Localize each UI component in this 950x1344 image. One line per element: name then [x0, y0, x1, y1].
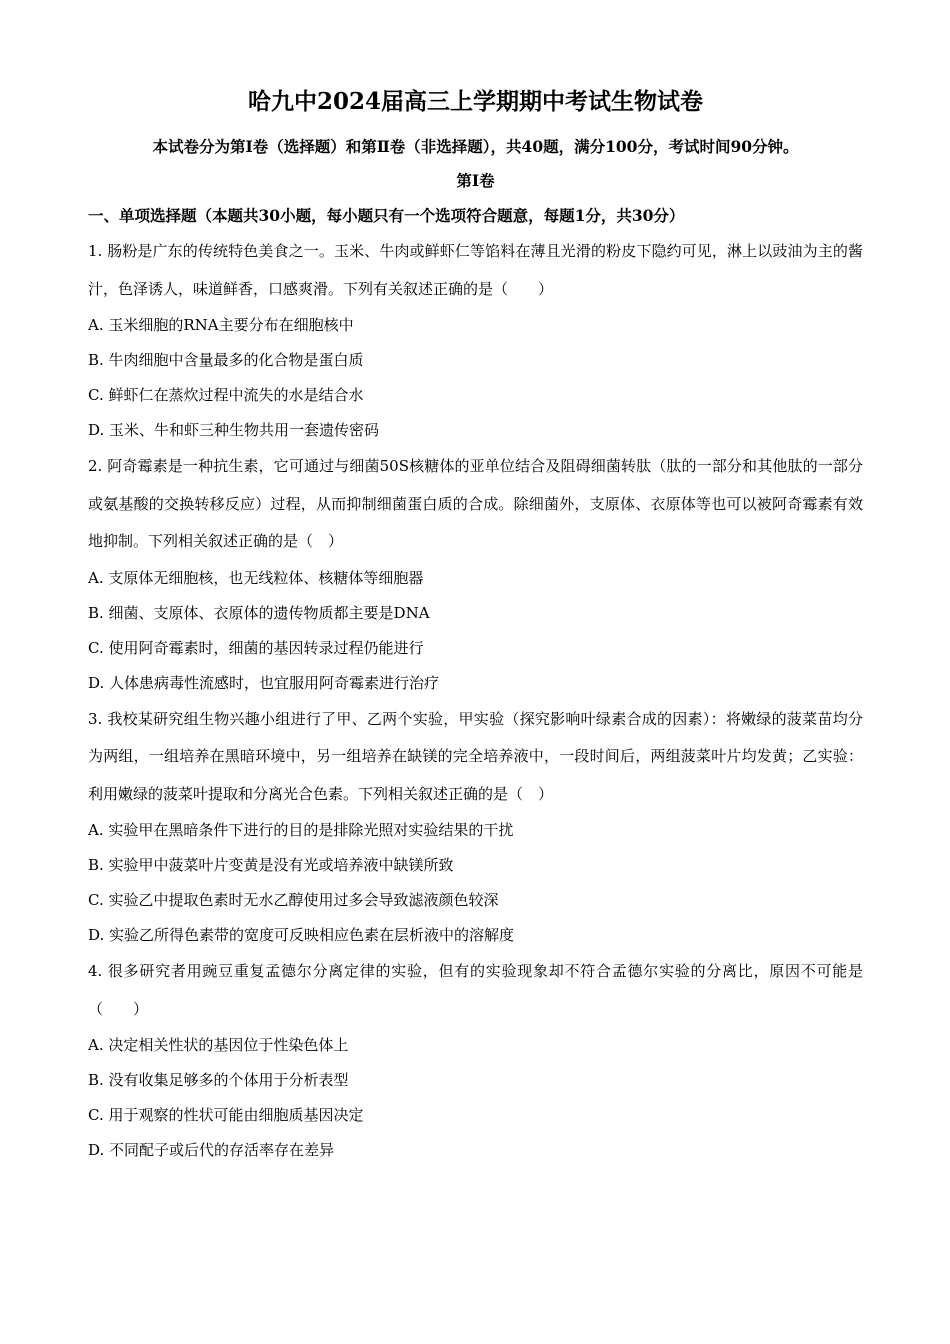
question-2 [88, 448, 863, 701]
option-b: B. 实验甲中菠菜叶片变黄是没有光或培养液中缺镁所致 [88, 856, 454, 874]
option-d: D. 不同配子或后代的存活率存在差异 [88, 1141, 335, 1159]
option-c: C. 实验乙中提取色素时无水乙醇使用过多会导致滤液颜色较深 [88, 891, 499, 909]
exam-title: 哈九中2024届高三上学期期中考试生物试卷 [247, 88, 703, 115]
question-1 [88, 233, 863, 448]
part-label: 第I卷 [456, 171, 495, 190]
option-b: B. 细菌、支原体、衣原体的遗传物质都主要是DNA [88, 603, 430, 622]
question-stem: 1. 肠粉是广东的传统特色美食之一。玉米、牛肉或鲜虾仁等馅料在薄且光滑的粉皮下隐约可见，淋上以豉油为主的酱汁，色泽诱人，味道鲜香，口感爽滑。下列有关叙述正确的是（ ） [88, 242, 863, 298]
option-c: C. 用于观察的性状可能由细胞质基因决定 [88, 1106, 364, 1124]
option-d: D. 人体患病毒性流感时，也宜服用阿奇霉素进行治疗 [88, 673, 440, 692]
option-c: C. 鲜虾仁在蒸炊过程中流失的水是结合水 [88, 386, 364, 404]
option-c: C. 使用阿奇霉素时，细菌的基因转录过程仍能进行 [88, 638, 424, 657]
section-heading: 一、单项选择题（本题共30小题，每小题只有一个选项符合题意，每题1分，共30分） [88, 206, 685, 225]
question-3 [88, 701, 863, 954]
option-d: D. 玉米、牛和虾三种生物共用一套遗传密码 [88, 421, 380, 439]
exam-page [88, 82, 863, 1168]
question-stem: 3. 我校某研究组生物兴趣小组进行了甲、乙两个实验，甲实验（探究影响叶绿素合成的因素）：将嫩绿的菠菜苗均分为两组，一组培养在黑暗环境中，另一组培养在缺镁的完全培养液中，一段时间后，两组菠菜叶片均发黄；乙实验：利用嫩绿的菠菜叶提取和分离光合色素。下列相关叙述正确的是（ ） [88, 709, 863, 803]
option-a: A. 玉米细胞的RNA主要分布在细胞核中 [88, 316, 354, 334]
question-4 [88, 953, 863, 1168]
question-stem: 4. 很多研究者用豌豆重复孟德尔分离定律的实验，但有的实验现象却不符合孟德尔实验的分离比，原因不可能是（ ） [88, 962, 863, 1018]
option-b: B. 牛肉细胞中含量最多的化合物是蛋白质 [88, 351, 364, 369]
option-a: A. 实验甲在黑暗条件下进行的目的是排除光照对实验结果的干扰 [88, 821, 514, 839]
exam-intro: 本试卷分为第I卷（选择题）和第Ⅱ卷（非选择题），共40题，满分100分，考试时间90分钟。 [152, 137, 799, 156]
option-a: A. 支原体无细胞核，也无线粒体、核糖体等细胞器 [88, 568, 424, 587]
option-d: D. 实验乙所得色素带的宽度可反映相应色素在层析液中的溶解度 [88, 926, 515, 944]
option-b: B. 没有收集足够多的个体用于分析表型 [88, 1071, 349, 1089]
option-a: A. 决定相关性状的基因位于性染色体上 [88, 1036, 349, 1054]
question-stem: 2. 阿奇霉素是一种抗生素，它可通过与细菌50S核糖体的亚单位结合及阻碍细菌转肽（肽的一部分和其他肽的一部分或氨基酸的交换转移反应）过程，从而抑制细菌蛋白质的合成。除细菌外，支原体、衣原体等也可以被阿奇霉素有效地抑制。下列相关叙述正确的是（ ） [88, 457, 863, 550]
